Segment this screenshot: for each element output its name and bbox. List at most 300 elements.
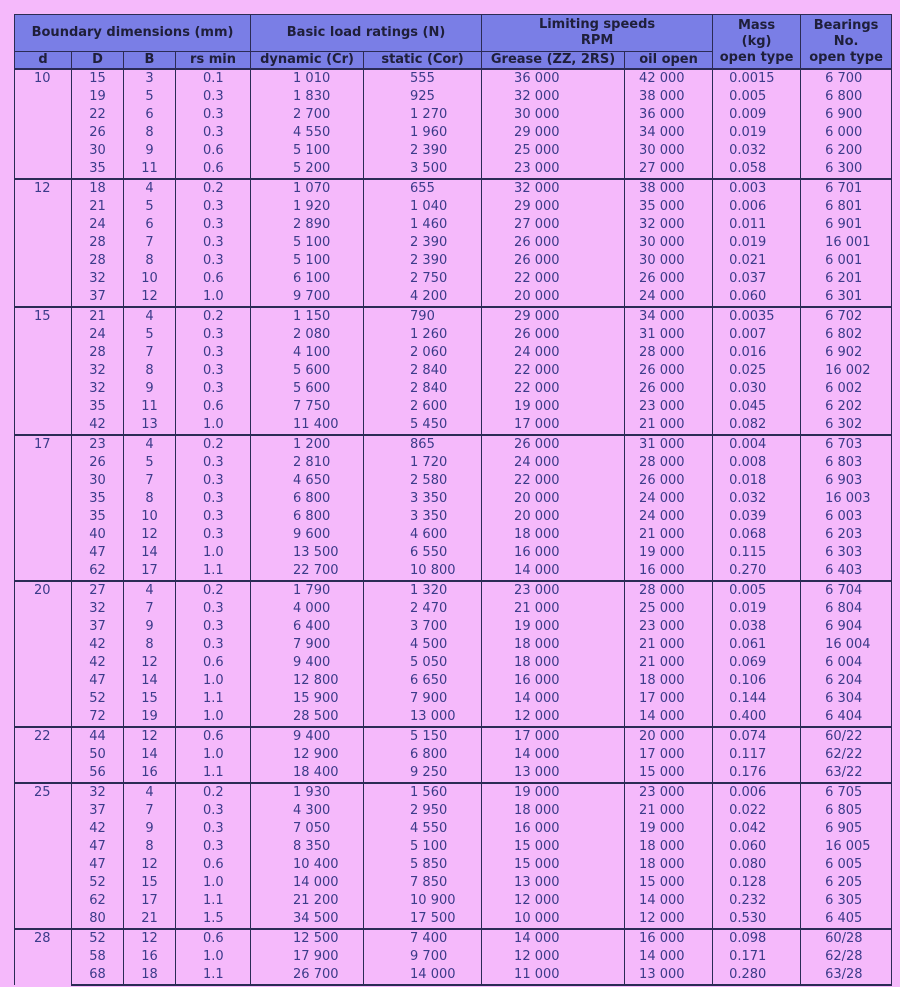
cell-grease: 19 000 xyxy=(482,398,625,416)
cell-bearing-no: 6 902 xyxy=(801,344,892,362)
cell-mass: 0.032 xyxy=(713,142,801,160)
cell-bearing-no: 6 003 xyxy=(801,508,892,526)
cell-D: 50 xyxy=(72,746,124,764)
cell-dynamic: 13 500 xyxy=(251,544,364,562)
table-row xyxy=(15,727,892,746)
cell-bearing-no: 6 705 xyxy=(801,783,892,802)
cell-grease: 25 000 xyxy=(482,142,625,160)
cell-grease: 29 000 xyxy=(482,307,625,326)
cell-rs: 0.3 xyxy=(176,362,251,380)
cell-bearing-no: 6 300 xyxy=(801,160,892,179)
cell-mass: 0.030 xyxy=(713,380,801,398)
cell-grease: 16 000 xyxy=(482,672,625,690)
cell-B: 12 xyxy=(124,856,176,874)
cell-oil: 23 000 xyxy=(625,398,713,416)
cell-static: 5 850 xyxy=(364,856,482,874)
cell-oil: 15 000 xyxy=(625,874,713,892)
cell-B: 5 xyxy=(124,88,176,106)
cell-rs: 1.1 xyxy=(176,690,251,708)
cell-B: 12 xyxy=(124,288,176,307)
col-B-header: B xyxy=(124,52,176,70)
cell-oil: 28 000 xyxy=(625,344,713,362)
cell-grease: 16 000 xyxy=(482,544,625,562)
cell-bearing-no: 6 001 xyxy=(801,252,892,270)
table-row xyxy=(15,910,892,929)
cell-B: 16 xyxy=(124,764,176,783)
cell-grease: 19 000 xyxy=(482,783,625,802)
cell-B: 7 xyxy=(124,234,176,252)
cell-bearing-no: 6 703 xyxy=(801,435,892,454)
cell-mass: 0.061 xyxy=(713,636,801,654)
cell-rs: 1.1 xyxy=(176,562,251,581)
bearings-label: Bearings xyxy=(813,17,879,33)
cell-oil: 26 000 xyxy=(625,270,713,288)
cell-static: 2 470 xyxy=(364,600,482,618)
cell-D: 47 xyxy=(72,544,124,562)
cell-grease: 36 000 xyxy=(482,69,625,88)
cell-grease: 14 000 xyxy=(482,562,625,581)
cell-static: 14 000 xyxy=(364,966,482,985)
cell-B: 15 xyxy=(124,690,176,708)
cell-B: 21 xyxy=(124,910,176,929)
cell-dynamic: 6 800 xyxy=(251,508,364,526)
cell-D: 44 xyxy=(72,727,124,746)
cell-dynamic: 28 500 xyxy=(251,708,364,727)
cell-grease: 22 000 xyxy=(482,380,625,398)
cell-D: 47 xyxy=(72,838,124,856)
cell-grease: 30 000 xyxy=(482,106,625,124)
bearing-type-label: open type xyxy=(809,49,883,65)
cell-bearing-no: 6 803 xyxy=(801,454,892,472)
cell-mass: 0.011 xyxy=(713,216,801,234)
cell-D: 18 xyxy=(72,179,124,198)
cell-D: 52 xyxy=(72,690,124,708)
cell-rs: 0.3 xyxy=(176,490,251,508)
cell-B: 6 xyxy=(124,216,176,234)
cell-B: 12 xyxy=(124,929,176,948)
cell-bearing-no: 6 702 xyxy=(801,307,892,326)
cell-grease: 11 000 xyxy=(482,966,625,985)
cell-B: 12 xyxy=(124,654,176,672)
cell-bearing-no: 16 002 xyxy=(801,362,892,380)
cell-oil: 21 000 xyxy=(625,636,713,654)
cell-B: 9 xyxy=(124,380,176,398)
cell-static: 4 550 xyxy=(364,820,482,838)
cell-bearing-no: 16 001 xyxy=(801,234,892,252)
cell-static: 10 800 xyxy=(364,562,482,581)
table-row xyxy=(15,326,892,344)
cell-dynamic: 9 400 xyxy=(251,654,364,672)
cell-dynamic: 5 600 xyxy=(251,362,364,380)
cell-bearing-no: 6 405 xyxy=(801,910,892,929)
cell-oil: 25 000 xyxy=(625,600,713,618)
cell-bearing-no: 16 003 xyxy=(801,490,892,508)
cell-mass: 0.128 xyxy=(713,874,801,892)
cell-static: 9 700 xyxy=(364,948,482,966)
cell-dynamic: 2 810 xyxy=(251,454,364,472)
table-row xyxy=(15,764,892,783)
table-row xyxy=(15,690,892,708)
cell-oil: 35 000 xyxy=(625,198,713,216)
cell-D: 35 xyxy=(72,508,124,526)
cell-oil: 13 000 xyxy=(625,966,713,985)
cell-static: 2 390 xyxy=(364,252,482,270)
cell-D: 22 xyxy=(72,106,124,124)
cell-grease: 27 000 xyxy=(482,216,625,234)
cell-mass: 0.021 xyxy=(713,252,801,270)
cell-mass: 0.060 xyxy=(713,838,801,856)
cell-bearing-no: 6 204 xyxy=(801,672,892,690)
cell-B: 17 xyxy=(124,892,176,910)
cell-B: 10 xyxy=(124,508,176,526)
cell-mass: 0.098 xyxy=(713,929,801,948)
cell-bearing-no: 6 303 xyxy=(801,544,892,562)
cell-oil: 17 000 xyxy=(625,690,713,708)
cell-grease: 20 000 xyxy=(482,508,625,526)
cell-static: 925 xyxy=(364,88,482,106)
bearings-no-header xyxy=(801,15,892,70)
cell-oil: 26 000 xyxy=(625,380,713,398)
cell-B: 7 xyxy=(124,802,176,820)
cell-dynamic: 17 900 xyxy=(251,948,364,966)
table-row xyxy=(15,416,892,435)
cell-rs: 0.6 xyxy=(176,142,251,160)
cell-oil: 21 000 xyxy=(625,802,713,820)
cell-static: 4 600 xyxy=(364,526,482,544)
cell-dynamic: 1 200 xyxy=(251,435,364,454)
cell-oil: 34 000 xyxy=(625,307,713,326)
col-grease-header: Grease (ZZ, 2RS) xyxy=(482,52,625,70)
cell-grease: 23 000 xyxy=(482,581,625,600)
cell-B: 9 xyxy=(124,820,176,838)
cell-mass: 0.019 xyxy=(713,124,801,142)
table-row xyxy=(15,288,892,307)
cell-mass: 0.005 xyxy=(713,88,801,106)
cell-oil: 21 000 xyxy=(625,416,713,435)
cell-grease: 29 000 xyxy=(482,124,625,142)
cell-static: 2 060 xyxy=(364,344,482,362)
cell-d: 20 xyxy=(15,581,72,727)
boundary-dimensions-header: Boundary dimensions (mm) xyxy=(15,15,251,52)
cell-static: 2 750 xyxy=(364,270,482,288)
cell-D: 42 xyxy=(72,416,124,435)
cell-D: 30 xyxy=(72,142,124,160)
cell-static: 5 050 xyxy=(364,654,482,672)
cell-grease: 17 000 xyxy=(482,727,625,746)
cell-rs: 0.2 xyxy=(176,783,251,802)
cell-rs: 0.3 xyxy=(176,106,251,124)
table-row xyxy=(15,820,892,838)
cell-rs: 1.1 xyxy=(176,892,251,910)
cell-bearing-no: 60/22 xyxy=(801,727,892,746)
cell-D: 42 xyxy=(72,654,124,672)
cell-static: 555 xyxy=(364,69,482,88)
cell-static: 6 800 xyxy=(364,746,482,764)
cell-rs: 0.3 xyxy=(176,508,251,526)
cell-B: 10 xyxy=(124,270,176,288)
cell-mass: 0.038 xyxy=(713,618,801,636)
table-row xyxy=(15,234,892,252)
cell-D: 32 xyxy=(72,783,124,802)
cell-static: 17 500 xyxy=(364,910,482,929)
cell-rs: 0.3 xyxy=(176,454,251,472)
cell-D: 30 xyxy=(72,472,124,490)
table-row xyxy=(15,783,892,802)
cell-dynamic: 14 000 xyxy=(251,874,364,892)
cell-dynamic: 7 900 xyxy=(251,636,364,654)
cell-grease: 14 000 xyxy=(482,746,625,764)
cell-rs: 0.6 xyxy=(176,929,251,948)
cell-B: 11 xyxy=(124,160,176,179)
cell-static: 1 260 xyxy=(364,326,482,344)
cell-D: 40 xyxy=(72,526,124,544)
cell-grease: 15 000 xyxy=(482,838,625,856)
cell-B: 9 xyxy=(124,618,176,636)
table-row xyxy=(15,435,892,454)
cell-mass: 0.005 xyxy=(713,581,801,600)
cell-dynamic: 9 600 xyxy=(251,526,364,544)
cell-D: 28 xyxy=(72,344,124,362)
cell-static: 1 960 xyxy=(364,124,482,142)
cell-D: 35 xyxy=(72,160,124,179)
cell-oil: 24 000 xyxy=(625,508,713,526)
cell-oil: 26 000 xyxy=(625,472,713,490)
cell-bearing-no: 6 905 xyxy=(801,820,892,838)
cell-grease: 12 000 xyxy=(482,708,625,727)
cell-dynamic: 5 100 xyxy=(251,252,364,270)
cell-dynamic: 1 920 xyxy=(251,198,364,216)
col-dynamic-header: dynamic (Cr) xyxy=(251,52,364,70)
cell-B: 18 xyxy=(124,966,176,985)
cell-oil: 14 000 xyxy=(625,948,713,966)
table-row xyxy=(15,618,892,636)
cell-rs: 0.6 xyxy=(176,398,251,416)
cell-dynamic: 2 890 xyxy=(251,216,364,234)
cell-static: 1 270 xyxy=(364,106,482,124)
cell-static: 7 850 xyxy=(364,874,482,892)
cell-bearing-no: 6 403 xyxy=(801,562,892,581)
cell-grease: 29 000 xyxy=(482,198,625,216)
cell-grease: 22 000 xyxy=(482,362,625,380)
table-row xyxy=(15,526,892,544)
cell-mass: 0.280 xyxy=(713,966,801,985)
cell-D: 52 xyxy=(72,874,124,892)
cell-oil: 15 000 xyxy=(625,764,713,783)
cell-rs: 0.6 xyxy=(176,160,251,179)
cell-static: 5 100 xyxy=(364,838,482,856)
cell-d: 12 xyxy=(15,179,72,307)
cell-dynamic: 2 700 xyxy=(251,106,364,124)
cell-rs: 0.3 xyxy=(176,216,251,234)
table-row xyxy=(15,929,892,948)
cell-D: 62 xyxy=(72,892,124,910)
mass-header xyxy=(713,15,801,70)
table-row xyxy=(15,472,892,490)
cell-oil: 12 000 xyxy=(625,910,713,929)
cell-B: 14 xyxy=(124,672,176,690)
cell-dynamic: 12 500 xyxy=(251,929,364,948)
cell-mass: 0.0015 xyxy=(713,69,801,88)
col-static-header: static (Cor) xyxy=(364,52,482,70)
cell-grease: 22 000 xyxy=(482,270,625,288)
cell-rs: 0.2 xyxy=(176,179,251,198)
cell-B: 16 xyxy=(124,948,176,966)
cell-grease: 13 000 xyxy=(482,764,625,783)
cell-mass: 0.171 xyxy=(713,948,801,966)
cell-mass: 0.025 xyxy=(713,362,801,380)
table-row xyxy=(15,838,892,856)
cell-dynamic: 7 750 xyxy=(251,398,364,416)
table-row xyxy=(15,746,892,764)
cell-D: 37 xyxy=(72,288,124,307)
cell-dynamic: 34 500 xyxy=(251,910,364,929)
cell-dynamic: 1 830 xyxy=(251,88,364,106)
cell-dynamic: 1 930 xyxy=(251,783,364,802)
cell-B: 14 xyxy=(124,544,176,562)
cell-rs: 0.3 xyxy=(176,326,251,344)
cell-oil: 30 000 xyxy=(625,142,713,160)
cell-static: 7 400 xyxy=(364,929,482,948)
cell-bearing-no: 6 904 xyxy=(801,618,892,636)
cell-mass: 0.068 xyxy=(713,526,801,544)
cell-bearing-no: 6 901 xyxy=(801,216,892,234)
cell-bearing-no: 6 202 xyxy=(801,398,892,416)
cell-dynamic: 12 900 xyxy=(251,746,364,764)
cell-rs: 1.1 xyxy=(176,764,251,783)
cell-B: 8 xyxy=(124,362,176,380)
cell-oil: 18 000 xyxy=(625,856,713,874)
cell-oil: 17 000 xyxy=(625,746,713,764)
cell-B: 15 xyxy=(124,874,176,892)
cell-mass: 0.004 xyxy=(713,435,801,454)
table-row xyxy=(15,508,892,526)
cell-dynamic: 2 080 xyxy=(251,326,364,344)
table-row xyxy=(15,88,892,106)
cell-D: 24 xyxy=(72,216,124,234)
cell-oil: 18 000 xyxy=(625,838,713,856)
cell-grease: 26 000 xyxy=(482,326,625,344)
cell-rs: 0.6 xyxy=(176,856,251,874)
cell-static: 10 900 xyxy=(364,892,482,910)
cell-oil: 38 000 xyxy=(625,88,713,106)
cell-bearing-no: 6 201 xyxy=(801,270,892,288)
cell-rs: 0.2 xyxy=(176,435,251,454)
cell-oil: 28 000 xyxy=(625,454,713,472)
cell-B: 4 xyxy=(124,581,176,600)
cell-dynamic: 9 700 xyxy=(251,288,364,307)
cell-d: 28 xyxy=(15,929,72,985)
cell-dynamic: 7 050 xyxy=(251,820,364,838)
cell-rs: 1.0 xyxy=(176,708,251,727)
cell-D: 35 xyxy=(72,490,124,508)
cell-rs: 0.1 xyxy=(176,69,251,88)
cell-static: 3 500 xyxy=(364,160,482,179)
cell-bearing-no: 63/22 xyxy=(801,764,892,783)
cell-mass: 0.082 xyxy=(713,416,801,435)
cell-d: 10 xyxy=(15,69,72,179)
table-row xyxy=(15,454,892,472)
cell-B: 8 xyxy=(124,636,176,654)
table-row xyxy=(15,966,892,985)
cell-bearing-no: 6 700 xyxy=(801,69,892,88)
cell-dynamic: 11 400 xyxy=(251,416,364,435)
cell-D: 24 xyxy=(72,326,124,344)
cell-rs: 1.1 xyxy=(176,966,251,985)
cell-dynamic: 15 900 xyxy=(251,690,364,708)
cell-D: 37 xyxy=(72,618,124,636)
cell-static: 9 250 xyxy=(364,764,482,783)
cell-static: 865 xyxy=(364,435,482,454)
cell-B: 11 xyxy=(124,398,176,416)
table-row xyxy=(15,124,892,142)
table-row xyxy=(15,544,892,562)
cell-rs: 1.0 xyxy=(176,672,251,690)
cell-mass: 0.106 xyxy=(713,672,801,690)
cell-bearing-no: 6 804 xyxy=(801,600,892,618)
cell-dynamic: 1 010 xyxy=(251,69,364,88)
cell-static: 3 700 xyxy=(364,618,482,636)
cell-grease: 18 000 xyxy=(482,636,625,654)
cell-D: 21 xyxy=(72,307,124,326)
cell-oil: 14 000 xyxy=(625,708,713,727)
cell-grease: 20 000 xyxy=(482,490,625,508)
cell-static: 4 200 xyxy=(364,288,482,307)
cell-grease: 10 000 xyxy=(482,910,625,929)
cell-rs: 0.3 xyxy=(176,618,251,636)
table-row xyxy=(15,380,892,398)
col-rs-header: rs min xyxy=(176,52,251,70)
cell-mass: 0.144 xyxy=(713,690,801,708)
cell-oil: 26 000 xyxy=(625,362,713,380)
table-row xyxy=(15,252,892,270)
cell-static: 2 600 xyxy=(364,398,482,416)
cell-bearing-no: 6 903 xyxy=(801,472,892,490)
cell-static: 2 950 xyxy=(364,802,482,820)
table-row xyxy=(15,856,892,874)
cell-dynamic: 21 200 xyxy=(251,892,364,910)
cell-D: 68 xyxy=(72,966,124,985)
cell-B: 19 xyxy=(124,708,176,727)
cell-grease: 18 000 xyxy=(482,526,625,544)
table-row xyxy=(15,672,892,690)
cell-B: 8 xyxy=(124,838,176,856)
table-row xyxy=(15,802,892,820)
cell-mass: 0.003 xyxy=(713,179,801,198)
cell-oil: 27 000 xyxy=(625,160,713,179)
cell-D: 26 xyxy=(72,454,124,472)
cell-D: 28 xyxy=(72,234,124,252)
cell-dynamic: 10 400 xyxy=(251,856,364,874)
cell-bearing-no: 6 000 xyxy=(801,124,892,142)
cell-mass: 0.400 xyxy=(713,708,801,727)
cell-static: 1 460 xyxy=(364,216,482,234)
cell-B: 5 xyxy=(124,454,176,472)
cell-bearing-no: 62/22 xyxy=(801,746,892,764)
col-oil-header: oil open xyxy=(625,52,713,70)
cell-mass: 0.069 xyxy=(713,654,801,672)
cell-dynamic: 4 550 xyxy=(251,124,364,142)
cell-bearing-no: 16 004 xyxy=(801,636,892,654)
cell-B: 8 xyxy=(124,124,176,142)
cell-D: 42 xyxy=(72,820,124,838)
cell-static: 1 560 xyxy=(364,783,482,802)
table-row xyxy=(15,270,892,288)
cell-d: 17 xyxy=(15,435,72,581)
cell-static: 2 390 xyxy=(364,142,482,160)
cell-D: 32 xyxy=(72,600,124,618)
cell-oil: 23 000 xyxy=(625,618,713,636)
cell-D: 15 xyxy=(72,69,124,88)
